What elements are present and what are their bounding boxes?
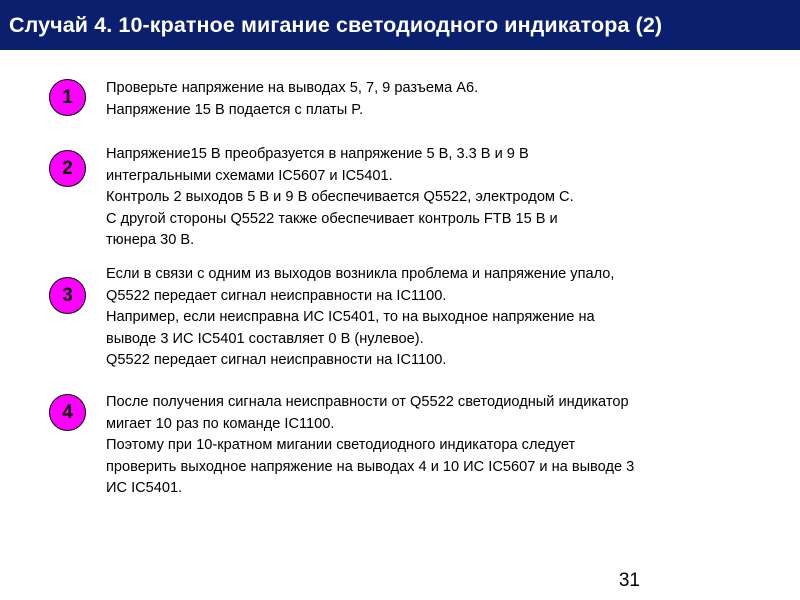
step-text-line: После получения сигнала неисправности от Q5522 светодиодный индикатор (106, 394, 629, 410)
step-number: 4 (62, 402, 73, 423)
step-number: 1 (62, 87, 73, 108)
step-text (106, 78, 786, 121)
step-text-line: Q5522 передает сигнал неисправности на IC1100. (106, 352, 447, 368)
step-number: 3 (62, 285, 73, 306)
step-text-line: Контроль 2 выходов 5 В и 9 В обеспечивается Q5522, электродом C. (106, 189, 574, 205)
step-number-badge (49, 79, 86, 116)
step-text-line: интегральными схемами IC5607 и IC5401. (106, 167, 393, 184)
title-bar (0, 0, 800, 50)
step-text-line: ИС IC5401. (106, 480, 183, 496)
step-text-line: мигает 10 раз по команде IC1100. (106, 415, 335, 432)
step-number-badge (49, 150, 86, 187)
step-text-line: выводе 3 ИС IC5401 составляет 0 В (нулевое). (106, 330, 424, 347)
step-text-line: Q5522 передает сигнал неисправности на IC1100. (106, 287, 447, 304)
step-text-line: тюнера 30 В. (106, 232, 195, 248)
step-number-badge (49, 277, 86, 314)
page-number: 31 (618, 570, 640, 591)
step-text (106, 264, 786, 372)
slide-title: Случай 4. 10-кратное мигание светодиодного индикатора (2) (9, 12, 663, 37)
step-text-line: Поэтому при 10-кратном мигании светодиодного индикатора следует (106, 437, 576, 453)
step-number-badge (49, 394, 86, 431)
step-text-line: Напряжение 15 В подается с платы P. (106, 101, 364, 118)
step-number: 2 (62, 158, 73, 179)
step-text-line: Если в связи с одним из выходов возникла проблема и напряжение упало, (106, 266, 615, 282)
step-text-line: С другой стороны Q5522 также обеспечивает контроль FTB 15 В и (106, 210, 558, 227)
step-text-line: проверить выходное напряжение на выводах 4 и 10 ИС IC5607 и на выводе 3 (106, 458, 635, 475)
step-text (106, 144, 786, 252)
step-text-line: Проверьте напряжение на выводах 5, 7, 9 разъема A6. (106, 80, 479, 96)
step-text-line: Например, если неисправна ИС IC5401, то на выходное напряжение на (106, 309, 595, 325)
step-text-line: Напряжение15 В преобразуется в напряжение 5 В, 3.3 В и 9 В (106, 146, 529, 162)
step-text (106, 392, 786, 500)
